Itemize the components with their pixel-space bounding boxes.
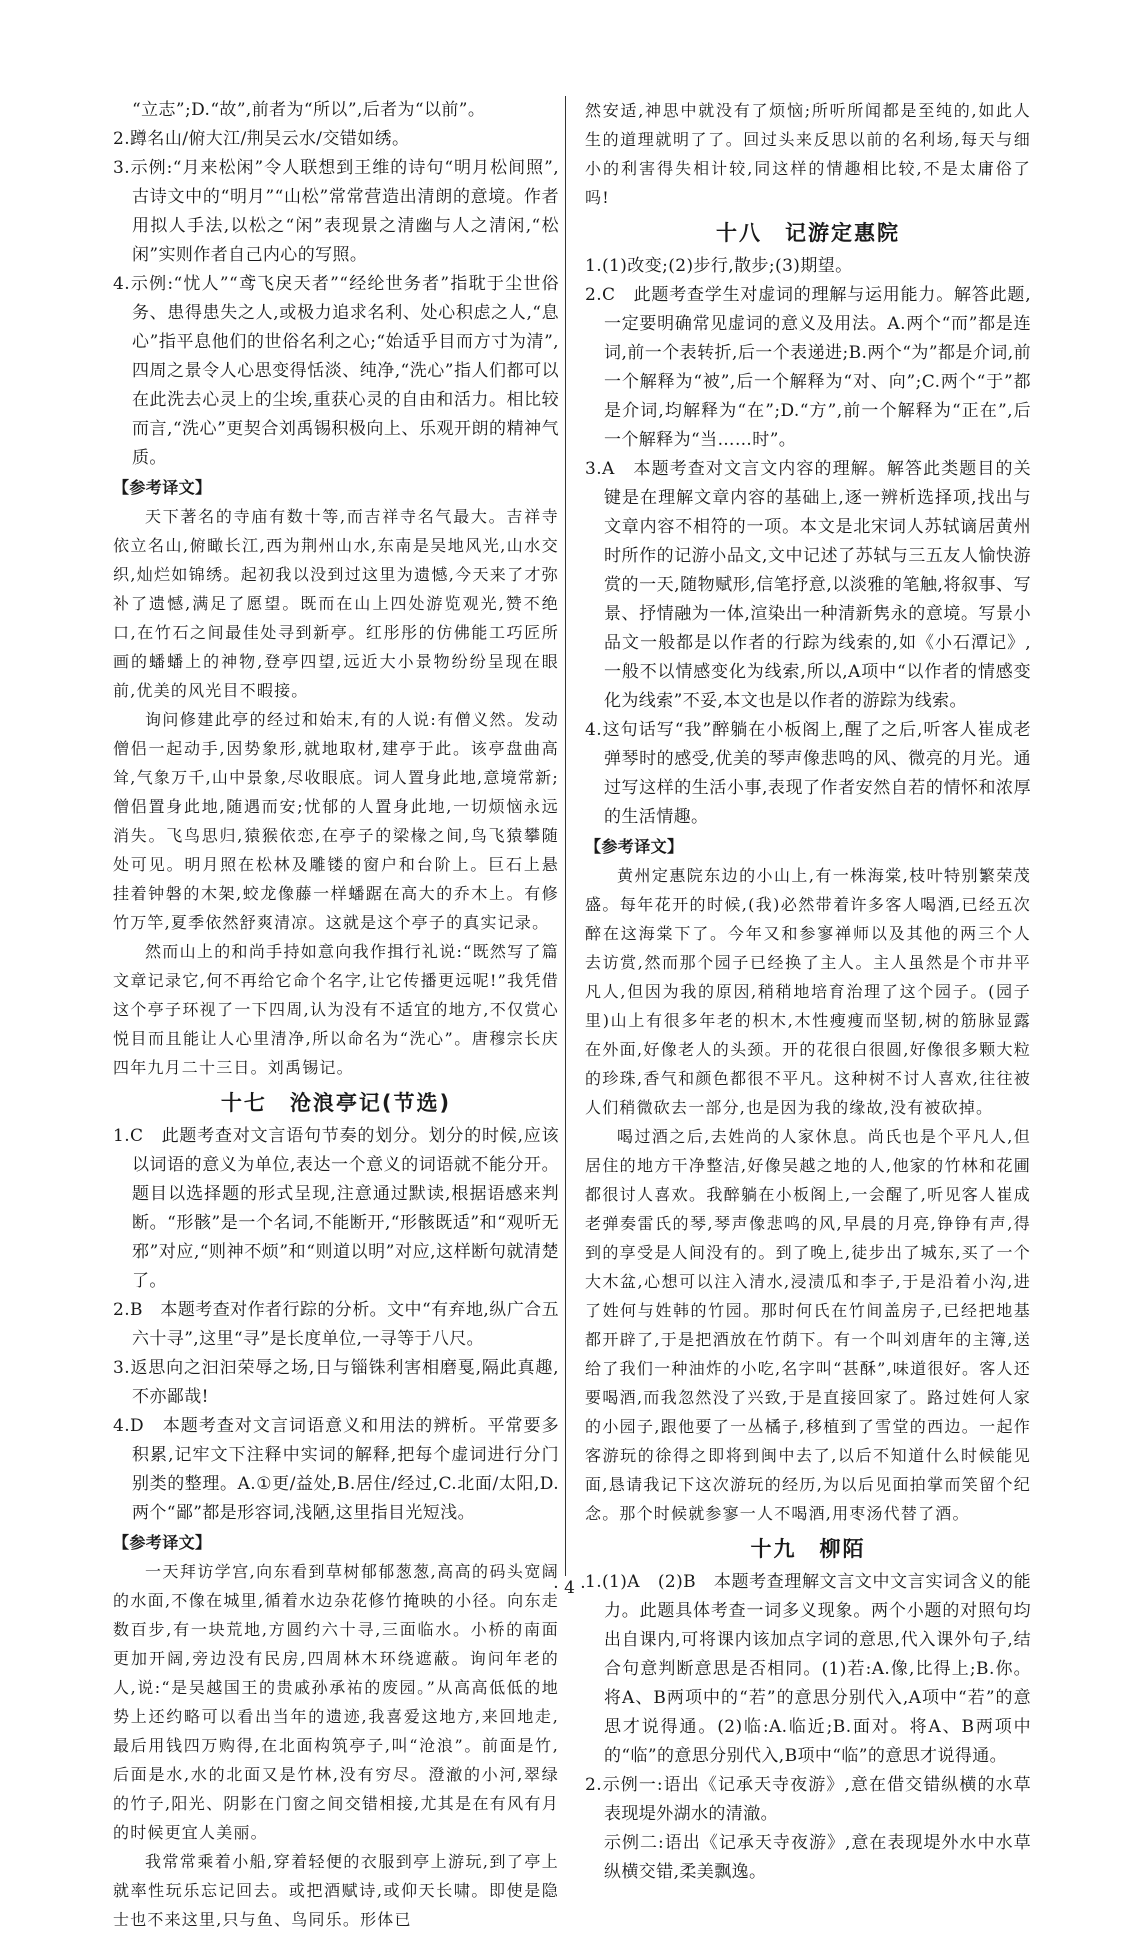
translation-paragraph: 我常常乘着小船,穿着轻便的衣服到亭上游玩,到了亭上就率性玩乐忘记回去。或把酒赋诗,或仰天长啸。即使是隐士也不来这里,只与鱼、鸟同乐。形体已 xyxy=(113,1852,559,1929)
answer-item: 1.(1)改变;(2)步行,散步;(3)期望。 xyxy=(585,256,853,276)
reference-translation-label: 【参考译文】 xyxy=(585,837,684,856)
section-title-17: 十七 沧浪亭记(节选) xyxy=(220,1091,452,1115)
translation-paragraph: 天下著名的寺庙有数十等,而吉祥寺名气最大。吉祥寺依立名山,俯瞰长江,西为荆州山水,东南是吴地风光,山水交织,灿烂如锦绣。起初我以没到过这里为遗憾,今天来了才弥补了遗憾,满足了愿望。既而在山上四处游览观光,赞不绝口,在竹石之间最佳处寻到新亭。红彤彤的仿佛能工巧匠所画的蟠蟠上的神物,登亭四望,远近大小景物纷纷呈现在眼前,优美的风光目不暇接。 xyxy=(113,507,559,700)
answer-item: 2.C 此题考查学生对虚词的理解与运用能力。解答此题,一定要明确常见虚词的意义及用法。A.两个“而”都是连词,前一个表转折,后一个表递进;B.两个“为”都是介词,前一个解释为“被”,后一个解释为“对、向”;C.两个“于”都是介词,均解释为“在”;D.“方”,前一个解释为“正在”,后一个解释为“当……时”。 xyxy=(585,285,1031,450)
translation-paragraph: 询问修建此亭的经过和始末,有的人说:有僧义然。发动僧侣一起动手,因势象形,就地取材,建亭于此。该亭盘曲高耸,气象万千,山中景象,尽收眼底。词人置身此地,意境常新;僧侣置身此地,随遇而安;忧郁的人置身此地,一切烦恼永远消失。飞鸟思归,猿猴依恋,在亭子的梁椽之间,鸟飞猿攀随处可见。明月照在松林及雕镂的窗户和台阶上。巨石上悬挂着钟磐的木架,蛟龙像藤一样蟠踞在高大的乔木上。有修竹万竿,夏季依然舒爽清凉。这就是这个亭子的真实记录。 xyxy=(113,710,559,932)
answer-item: 3.返思向之汩汩荣辱之场,日与锱铢利害相磨戛,隔此真趣,不亦鄙哉! xyxy=(113,1358,559,1407)
column-divider xyxy=(565,96,566,1576)
answer-item: 4.D 本题考查对文言词语意义和用法的辨析。平常要多积累,记牢文下注释中实词的解释,把每个虚词进行分门别类的整理。A.①更/益处,B.居住/经过,C.北面/太阳,D.两个“鄙”都是形容词,浅陋,这里指目光短浅。 xyxy=(113,1416,559,1523)
translation-continuation: 然安适,神思中就没有了烦恼;所听所闻都是至纯的,如此人生的道理就明了了。回过头来反思以前的名利场,每天与细小的利害得失相计较,同这样的情趣相比较,不是太庸俗了吗! xyxy=(585,101,1031,207)
answer-item: 3.示例:“月来松闲”令人联想到王维的诗句“明月松间照”,古诗文中的“明月”“山松”常常营造出清朗的意境。作者用拟人手法,以松之“闲”表现景之清幽与人之清闲,“松闲”实则作者自己内心的写照。 xyxy=(113,158,559,265)
answer-item: 1.(1)A (2)B 本题考查理解文言文中文言实词含义的能力。此题具体考查一词多义现象。两个小题的对照句均出自课内,可将课内该加点字词的意思,代入课外句子,结合句意判断意思是否相同。(1)若:A.像,比得上;B.你。将A、B两项中的“若”的意思分别代入,A项中“若”的意思才说得通。(2)临:A.临近;B.面对。将A、B两项中的“临”的意思分别代入,B项中“临”的意思才说得通。 xyxy=(585,1572,1031,1766)
answer-item: 3.A 本题考查对文言文内容的理解。解答此类题目的关键是在理解文章内容的基础上,逐一辨析选择项,找出与文章内容不相符的一项。本文是北宋词人苏轼谪居黄州时所作的记游小品文,文中记述了苏轼与三五友人愉快游赏的一天,随物赋形,信笔抒意,以淡雅的笔触,将叙事、写景、抒情融为一体,渲染出一种清新隽永的意境。写景小品文一般都是以作者的行踪为线索的,如《小石潭记》,一般不以情感变化为线索,所以,A项中“以作者的情感变化为线索”不妥,本文也是以作者的游踪为线索。 xyxy=(585,459,1031,711)
reference-translation-label: 【参考译文】 xyxy=(113,478,212,497)
answer-continuation: “立志”;D.“故”,前者为“所以”,后者为“以前”。 xyxy=(132,100,486,120)
reference-translation-label: 【参考译文】 xyxy=(113,1533,212,1552)
section-title-18: 十八 记游定惠院 xyxy=(716,221,900,245)
answer-item: 2.B 本题考查对作者行踪的分析。文中“有弃地,纵广合五六十寻”,这里“寻”是长度单位,一寻等于八尺。 xyxy=(113,1300,559,1349)
answer-item: 4.这句话写“我”醉躺在小板阁上,醒了之后,听客人崔成老弹琴时的感受,优美的琴声像悲鸣的风、微亮的月光。通过写这样的生活小事,表现了作者安然自若的情怀和浓厚的生活情趣。 xyxy=(585,720,1031,827)
answer-item: 4.示例:“忧人”“鸢飞戾天者”“经纶世务者”指耽于尘世俗务、患得患失之人,或极力追求名利、处心积虑之人,“息心”指平息他们的世俗名利之心;“始适乎目而方寸为清”,四周之景令人心思变得恬淡、纯净,“洗心”指人们都可以在此洗去心灵上的尘埃,重获心灵的自由和活力。相比较而言,“洗心”更契合刘禹锡积极向上、乐观开朗的精神气质。 xyxy=(113,274,559,468)
translation-paragraph: 喝过酒之后,去姓尚的人家休息。尚氏也是个平凡人,但居住的地方干净整洁,好像吴越之地的人,他家的竹林和花圃都很讨人喜欢。我醉躺在小板阁上,一会醒了,听见客人崔成老弹奏雷氏的琴,琴声像悲鸣的风,早晨的月亮,铮铮有声,得到的享受是人间没有的。到了晚上,徒步出了城东,买了一个大木盆,心想可以注入清水,浸渍瓜和李子,于是沿着小沟,进了姓何与姓韩的竹园。那时何氏在竹间盖房子,已经把地基都开辟了,于是把酒放在竹荫下。有一个叫刘唐年的主簿,送给了我们一种油炸的小吃,名字叫“甚酥”,味道很好。客人还要喝酒,而我忽然没了兴致,于是直接回家了。路过姓何人家的小园子,跟他要了一丛橘子,移植到了雪堂的西边。一起作客游玩的徐得之即将到闽中去了,以后不知道什么时候能见面,恳请我记下这次游玩的经历,为以后见面拍掌而笑留个纪念。那个时候就参寥一人不喝酒,用枣汤代替了酒。 xyxy=(585,1127,1031,1523)
answer-continuation: 示例二:语出《记承天寺夜游》,意在表现堤外水中水草纵横交错,柔美飘逸。 xyxy=(604,1833,1031,1882)
section-title-19: 十九 柳陌 xyxy=(750,1537,866,1561)
translation-paragraph: 黄州定惠院东边的小山上,有一株海棠,枝叶特别繁荣茂盛。每年花开的时候,(我)必然带着许多客人喝酒,已经五次醉在这海棠下了。今年又和参寥禅师以及其他的两三个人去访赏,然而那个园子已经换了主人。主人虽然是个市井平凡人,但因为我的原因,稍稍地培育治理了这个园子。(园子里)山上有很多年老的枳木,木性瘦痩而坚韧,树的筋脉显露在外面,好像老人的头颈。开的花很白很圆,好像很多颗大粒的珍珠,香气和颜色都很不平凡。这种树不讨人喜欢,往往被人们稍微砍去一部分,也是因为我的缘故,没有被砍掉。 xyxy=(585,866,1031,1117)
answer-item: 1.C 此题考查对文言语句节奏的划分。划分的时候,应该以词语的意义为单位,表达一个意义的词语就不能分开。题目以选择题的形式呈现,注意通过默读,根据语感来判断。“形骸”是一个名词,不能断开,“形骸既适”和“观听无邪”对应,“则神不烦”和“则道以明”对应,这样断句就清楚了。 xyxy=(113,1126,559,1291)
translation-paragraph: 一天拜访学宫,向东看到草树郁郁葱葱,高高的码头宽阔的水面,不像在城里,循着水边杂花修竹掩映的小径。向东走数百步,有一块荒地,方圆约六十寻,三面临水。小桥的南面更加开阔,旁边没有民房,四周林木环绕遮蔽。询问年老的人,说:“是吴越国王的贵戚孙承祐的废园。”从高高低低的地势上还约略可以看出当年的遗迹,我喜爱这地方,来回地走,最后用钱四万购得,在北面构筑亭子,叫“沧浪”。前面是竹,后面是水,水的北面又是竹林,没有穷尽。澄澈的小河,翠绿的竹子,阳光、阴影在门窗之间交错相接,尤其是在有风有月的时候更宜人美丽。 xyxy=(113,1562,559,1842)
right-column xyxy=(585,96,1031,1887)
answer-item: 2.蹲名山/俯大江/荆吴云水/交错如绣。 xyxy=(113,129,410,149)
page-number: · 4 · xyxy=(553,1578,586,1598)
left-column xyxy=(113,96,559,1934)
answer-item: 2.示例一:语出《记承天寺夜游》,意在借交错纵横的水草表现堤外湖水的清澈。 xyxy=(585,1775,1031,1824)
translation-paragraph: 然而山上的和尚手持如意向我作揖行礼说:“既然写了篇文章记录它,何不再给它命个名字,让它传播更远呢!”我凭借这个亭子环视了一下四周,认为没有不适宜的地方,不仅赏心悦目而且能让人心里清净,所以命名为“洗心”。唐穆宗长庆四年九月二十三日。刘禹锡记。 xyxy=(113,942,559,1077)
